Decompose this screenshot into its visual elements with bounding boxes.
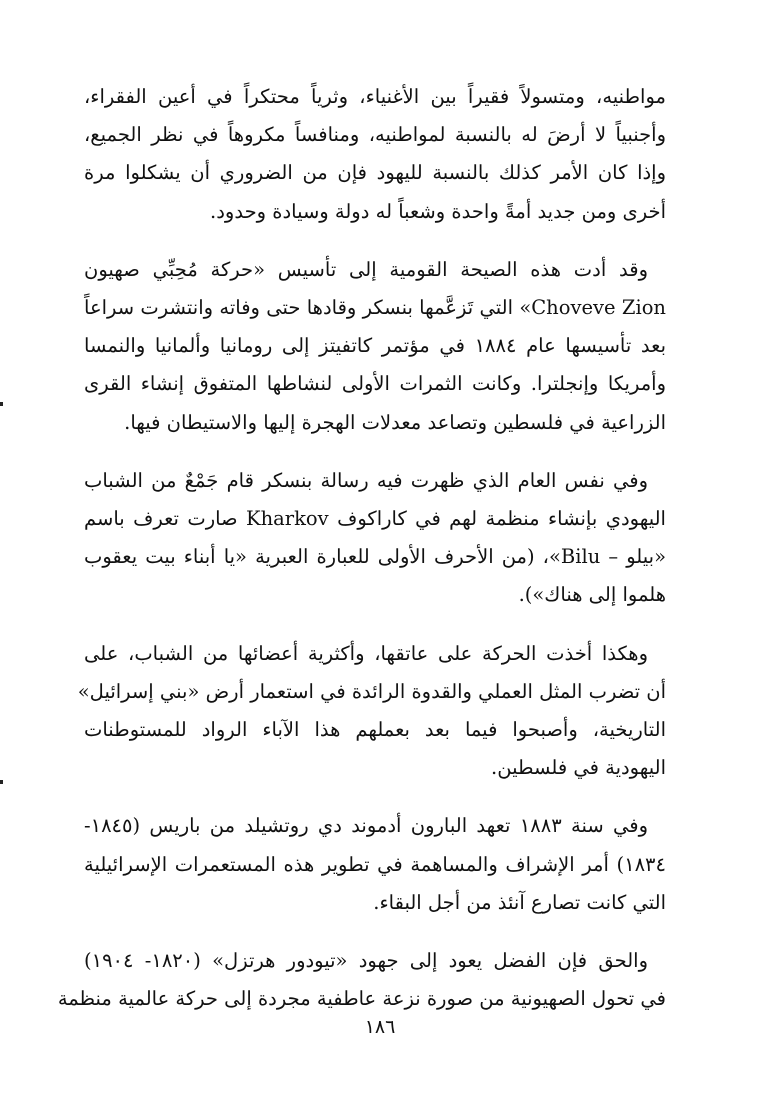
text-line: وفي نفس العام الذي ظهرت فيه رسالة بنسكر قام جَمْعٌ من الشباب: [84, 468, 648, 492]
body-text: [57, 78, 666, 1038]
margin-mark: [0, 780, 3, 784]
text-line: وقد أدت هذه الصيحة القومية إلى تأسيس «حركة مُحِبِّي صهيون: [84, 257, 648, 281]
page-number: ١٨٦: [364, 1016, 396, 1038]
text-line: اليهودي بإنشاء منظمة لهم في كاراكوف Kharkov صارت تعرف باسم: [84, 507, 666, 531]
margin-mark: [0, 402, 3, 406]
text-line: «بيلو – Bilu»، (من الأحرف الأولى للعبارة العبرية «يا أبناء بيت يعقوب: [84, 545, 666, 569]
paragraph-1: [84, 78, 666, 231]
text-line: وهكذا أخذت الحركة على عاتقها، وأكثرية أعضائها من الشباب، على: [84, 641, 648, 665]
paragraph-2: [84, 251, 666, 442]
text-line: بعد تأسيسها عام ١٨٨٤ في مؤتمر كاتفيتز إلى رومانيا وألمانيا والنمسا: [84, 334, 666, 358]
text-line: وأمريكا وإنجلترا. وكانت الثمرات الأولى لنشاطها المتفوق إنشاء القرى: [84, 372, 666, 396]
paragraph-6: [57, 942, 666, 1018]
text-line: وإذا كان الأمر كذلك بالنسبة لليهود فإن من الضروري أن يشكلوا مرة: [84, 161, 666, 185]
paragraph-3: [84, 462, 666, 615]
text-line: الزراعية في فلسطين وتصاعد معدلات الهجرة إليها والاستيطان فيها.: [124, 410, 666, 434]
text-line: وأجنبياً لا أرضَ له بالنسبة لمواطنيه، ومنافساً مكروهاً في نظر الجميع،: [84, 123, 666, 147]
text-line: التاريخية، وأصبحوا فيما بعد بعملهم هذا الآباء الرواد للمستوطنات: [84, 718, 666, 742]
text-line: اليهودية في فلسطين.: [491, 756, 666, 780]
text-line: أن تضرب المثل العملي والقدوة الرائدة في استعمار أرض «بني إسرائيل»: [77, 679, 666, 703]
text-line: هلموا إلى هناك»).: [518, 583, 666, 607]
text-line: مواطنيه، ومتسولاً فقيراً بين الأغنياء، وثرياً محتكراً في أعين الفقراء،: [84, 85, 666, 108]
text-line: ١٨٣٤) أمر الإشراف والمساهمة في تطوير هذه المستعمرات الإسرائيلية: [84, 852, 666, 876]
text-line: أخرى ومن جديد أمةً واحدة وشعباً له دولة وسيادة وحدود.: [210, 199, 666, 223]
text-line: في تحول الصهيونية من صورة نزعة عاطفية مجردة إلى حركة عالمية منظمة: [57, 987, 666, 1011]
paragraph-4: [77, 635, 666, 788]
text-line: Choveve Zion» التي تَزعَّمها بنسكر وقادها حتى وفاته وانتشرت سراعاً: [84, 296, 666, 320]
text-line: التي كانت تصارع آنئذ من أجل البقاء.: [373, 890, 666, 914]
text-line: والحق فإن الفضل يعود إلى جهود «تيودور هرتزل» (١٨٢٠- ١٩٠٤): [84, 949, 648, 973]
text-line: وفي سنة ١٨٨٣ تعهد البارون أدموند دي روتشيلد من باريس (١٨٤٥-: [84, 814, 648, 838]
paragraph-5: [84, 807, 666, 922]
